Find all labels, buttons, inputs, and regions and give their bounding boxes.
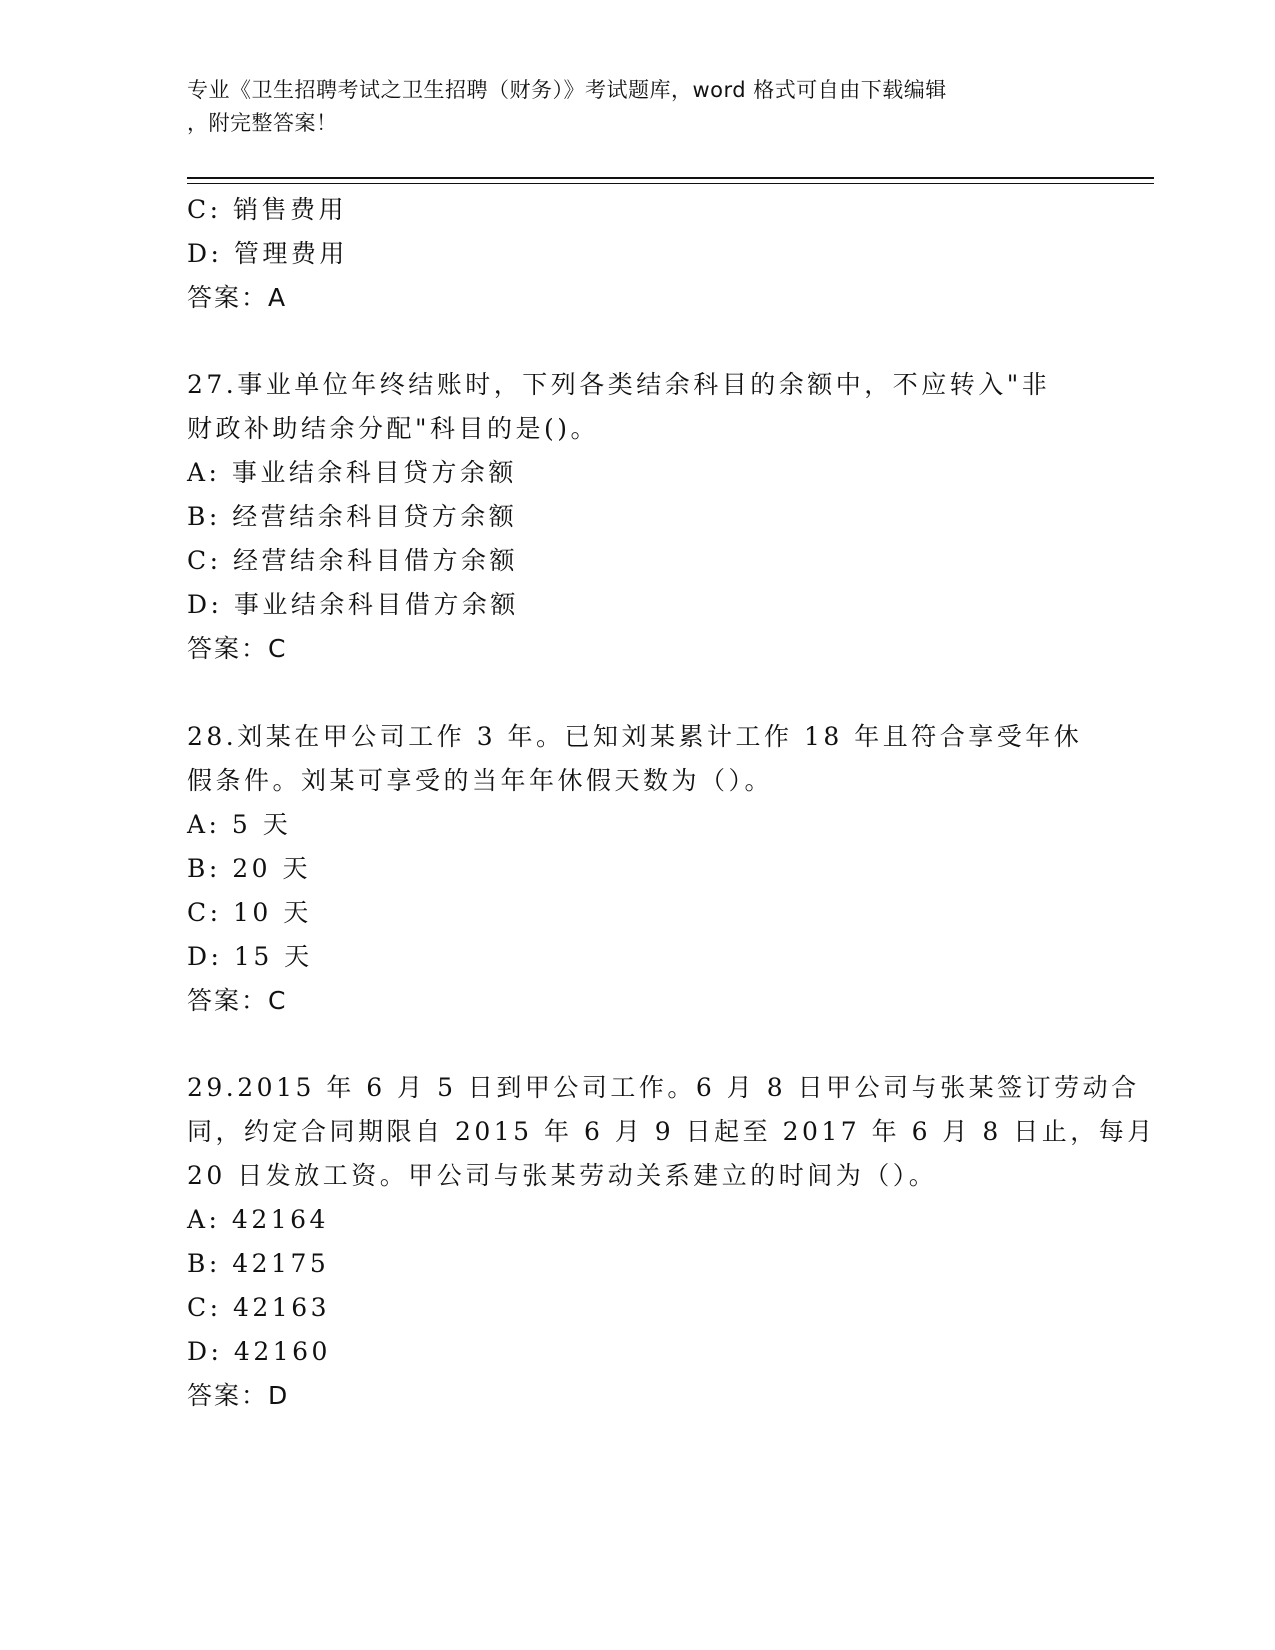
q26-option-d: D: 管理费用: [187, 239, 348, 268]
q27-stem-line-1: 27.事业单位年终结账时，下列各类结余科目的余额中，不应转入"非: [187, 370, 1051, 399]
q29-stem-line-2: 同，约定合同期限自 2015 年 6 月 9 日起至 2017 年 6 月 8 日止，每月: [187, 1117, 1156, 1146]
q29-answer: 答案：D: [187, 1381, 290, 1410]
header-line-1: 专业《卫生招聘考试之卫生招聘（财务）》考试题库，word 格式可自由下载编辑: [187, 78, 947, 102]
q28-answer: 答案：C: [187, 986, 288, 1015]
q29-stem-line-1: 29.2015 年 6 月 5 日到甲公司工作。6 月 8 日甲公司与张某签订劳动合: [187, 1073, 1140, 1102]
q28-option-d: D: 15 天: [187, 942, 313, 971]
q29-option-d: D: 42160: [187, 1337, 331, 1366]
q27-option-a: A: 事业结余科目贷方余额: [187, 458, 517, 487]
q29-option-a: A: 42164: [187, 1205, 329, 1234]
q29-option-c: C: 42163: [187, 1293, 331, 1322]
header-line-2: ，附完整答案！: [187, 111, 338, 135]
q27-stem-line-2: 财政补助结余分配"科目的是()。: [187, 414, 600, 443]
q28-option-b: B: 20 天: [187, 854, 311, 883]
q28-stem-line-1: 28.刘某在甲公司工作 3 年。已知刘某累计工作 18 年且符合享受年休: [187, 722, 1083, 751]
q29-stem-line-3: 20 日发放工资。甲公司与张某劳动关系建立的时间为（）。: [187, 1161, 938, 1190]
q28-stem-line-2: 假条件。刘某可享受的当年年休假天数为（）。: [187, 766, 774, 795]
header-divider-thick: [187, 177, 1154, 179]
q27-option-d: D: 事业结余科目借方余额: [187, 590, 519, 619]
q28-option-a: A: 5 天: [187, 810, 292, 839]
q27-option-c: C: 经营结余科目借方余额: [187, 546, 518, 575]
q26-option-c: C: 销售费用: [187, 195, 347, 224]
header-divider-thin: [187, 183, 1154, 184]
document-header: [187, 74, 1067, 140]
q28-option-c: C: 10 天: [187, 898, 312, 927]
q29-option-b: B: 42175: [187, 1249, 330, 1278]
q27-answer: 答案：C: [187, 634, 288, 663]
q26-answer: 答案：A: [187, 283, 288, 312]
q27-option-b: B: 经营结余科目贷方余额: [187, 502, 518, 531]
